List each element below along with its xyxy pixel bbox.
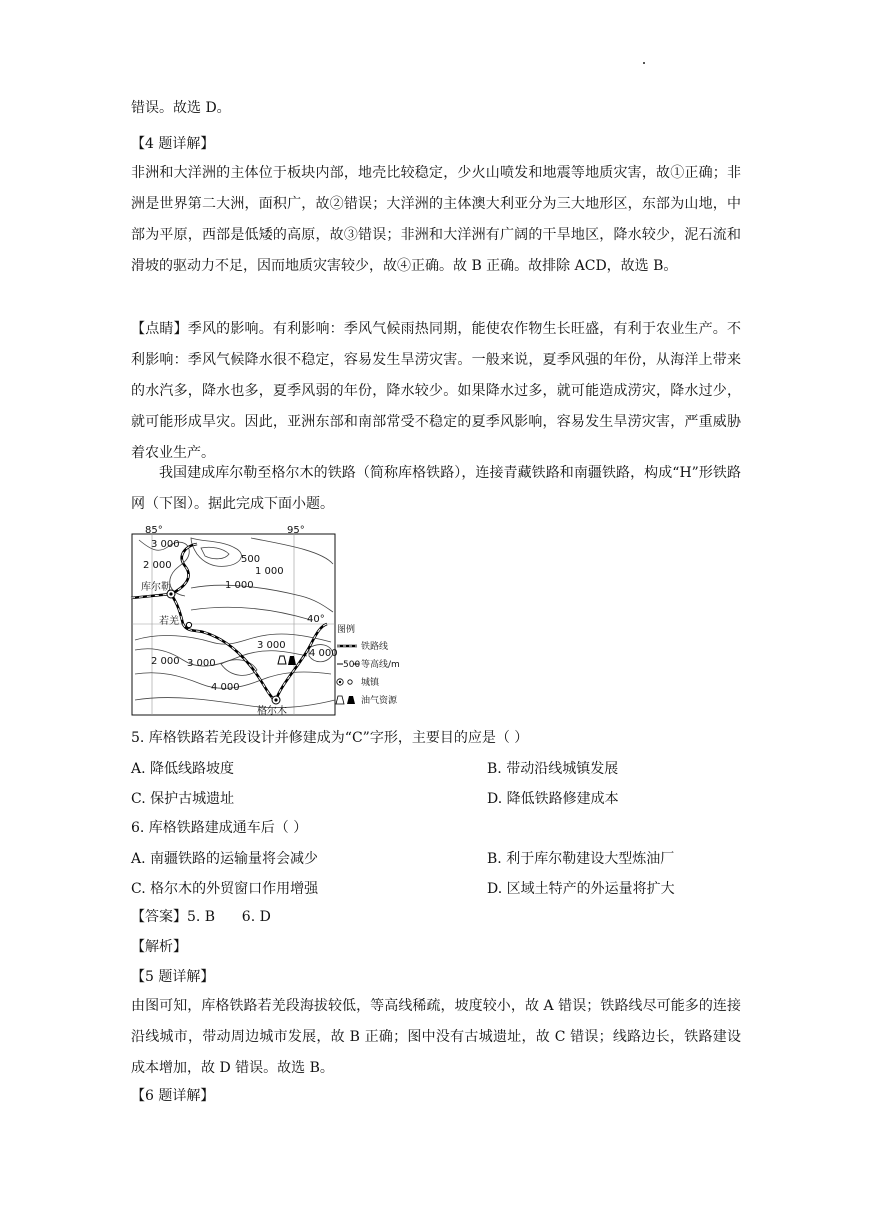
contour-label: 2 000 <box>151 656 180 667</box>
option-5d: D. 降低铁路修建成本 <box>487 791 619 807</box>
legend-contour-sample: 500 <box>343 660 361 670</box>
place-label: 库尔勒 <box>141 582 171 593</box>
legend-oil-gas-icon <box>336 696 344 704</box>
option-6d: D. 区域土特产的外运量将扩大 <box>487 881 675 897</box>
analysis-heading: 【解析】 <box>131 939 187 955</box>
legend-label: 油气资源 <box>361 696 398 706</box>
tip-paragraph: 【点睛】季风的影响。有利影响：季风气候雨热同期，能使农作物生长旺盛，有利于农业生产。不利影响：季风气候降水很不稳定，容易发生旱涝灾害。一般来说，夏季风强的年份，从海洋上带来的水汽多，降水也多，夏季风弱的年份，降水较少。如果降水过多，就可能造成涝灾，降水过少，就可能形成旱灾。因此，亚洲东部和南部常受不稳定的夏季风影响，容易发生旱涝灾害，严重威胁着农业生产。 <box>131 321 741 461</box>
contour-label: 4 000 <box>211 682 240 693</box>
railway-map <box>131 524 400 717</box>
page-dot <box>643 62 645 64</box>
legend-label: 等高线/m <box>361 660 400 670</box>
place-label: 若羌 <box>159 616 179 627</box>
oil-gas-icon <box>278 656 286 664</box>
lat-label: 40° <box>307 614 325 625</box>
question-5-stem: 5. 库格铁路若羌段设计并修建成为“C”字形，主要目的应是（ ） <box>131 730 529 746</box>
contour-label: 1 000 <box>255 566 284 577</box>
legend-oil-gas-icon <box>347 696 355 704</box>
question-6-stem: 6. 库格铁路建成通车后（ ） <box>131 820 308 836</box>
legend-label: 铁路线 <box>361 642 389 652</box>
lon-label: 85° <box>145 525 163 536</box>
option-6a: A. 南疆铁路的运输量将会减少 <box>131 851 319 867</box>
lon-label: 95° <box>287 525 305 536</box>
answer-line: 【答案】5. B 6. D <box>131 909 271 925</box>
text-line: 错误。故选 D。 <box>131 100 231 116</box>
option-6b: B. 利于库尔勒建设大型炼油厂 <box>487 851 675 867</box>
q6-detail-heading: 【6 题详解】 <box>131 1088 215 1104</box>
contour-label: 1 000 <box>225 580 254 591</box>
legend-town-icon <box>348 680 352 684</box>
q5-detail-paragraph: 由图可知，库格铁路若羌段海拔较低，等高线稀疏，坡度较小，故 A 错误；铁路线尽可能多的连接沿线城市，带动周边城市发展，故 B 正确；图中没有古城遗址，故 C 错误；线路边长，铁路建设成本增加，故 D 错误。故选 B。 <box>131 998 741 1076</box>
section-heading: 【4 题详解】 <box>131 136 215 152</box>
contour-label: 500 <box>241 554 261 565</box>
legend-title: 图例 <box>337 625 356 635</box>
option-5a: A. 降低线路坡度 <box>131 761 235 777</box>
option-5b: B. 带动沿线城镇发展 <box>487 761 619 777</box>
town-ruoqiang <box>186 622 191 627</box>
option-5c: C. 保护古城遗址 <box>131 791 235 807</box>
place-label: 格尔木 <box>257 706 287 717</box>
legend-label: 城镇 <box>361 678 380 688</box>
q5-detail-heading: 【5 题详解】 <box>131 969 215 985</box>
contour-label: 3 000 <box>257 640 286 651</box>
contour-label: 3 000 <box>187 658 216 669</box>
intro-paragraph: 我国建成库尔勒至格尔木的铁路（简称库格铁路），连接青藏铁路和南疆铁路，构成“H”形铁路网（下图）。据此完成下面小题。 <box>131 465 741 512</box>
option-6c: C. 格尔木的外贸窗口作用增强 <box>131 881 319 897</box>
town-golmud-center <box>274 698 277 701</box>
contour-label: 4 000 <box>309 648 338 659</box>
explanation-paragraph: 非洲和大洋洲的主体位于板块内部，地壳比较稳定，少火山喷发和地震等地质灾害，故①正确；非洲是世界第二大洲，面积广，故②错误；大洋洲的主体澳大利亚分为三大地形区，东部为山地，中部为平原，西部是低矮的高原，故③错误；非洲和大洋洲有广阔的干旱地区，降水较少，泥石流和滑坡的驱动力不足，因而地质灾害较少，故④正确。故 B 正确。故排除 ACD，故选 B。 <box>131 165 741 274</box>
contour-label: 2 000 <box>143 560 172 571</box>
contour-label: 3 000 <box>151 539 180 550</box>
